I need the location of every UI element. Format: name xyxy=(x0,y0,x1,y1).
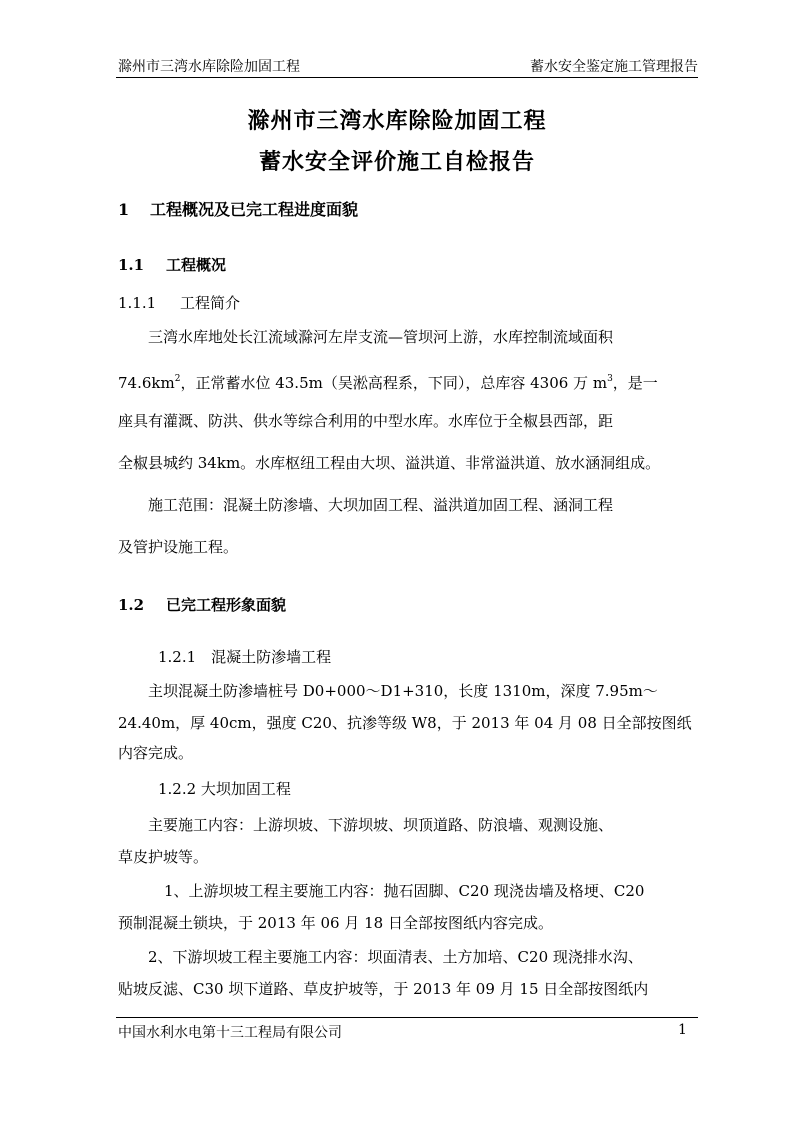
section-number: 1.1 xyxy=(118,256,145,274)
paragraph-line: 座具有灌溉、防洪、供水等综合利用的中型水库。水库位于全椒县西部，距 xyxy=(118,412,614,430)
page-number: 1 xyxy=(678,1022,687,1038)
section-heading-1 xyxy=(118,197,358,220)
superscript: 3 xyxy=(607,374,613,384)
section-title: 工程概况 xyxy=(166,256,227,274)
paragraph-line: 2、下游坝坡工程主要施工内容：坝面清表、土方加培、C20 现浇排水沟、 xyxy=(148,948,643,966)
section-heading-1-1-1 xyxy=(118,292,240,314)
paragraph-line: 内容完成。 xyxy=(118,744,194,762)
section-title: 工程简介 xyxy=(180,294,241,312)
section-number: 1.2 xyxy=(118,596,145,614)
paragraph-line: 全椒县城约 34km。水库枢纽工程由大坝、溢洪道、非常溢洪道、放水涵洞组成。 xyxy=(118,454,661,472)
section-heading-1-2-2: 1.2.2 大坝加固工程 xyxy=(158,780,291,798)
section-number: 1 xyxy=(118,200,130,219)
header-rule xyxy=(116,77,698,78)
document-title-line2: 蓄水安全评价施工自检报告 xyxy=(258,149,535,175)
paragraph-line: 预制混凝土锁块，于 2013 年 06 月 18 日全部按图纸内容完成。 xyxy=(118,914,553,932)
text-run: ，正常蓄水位 43.5m（吴淞高程系，下同），总库容 4306 万 m xyxy=(180,374,608,392)
paragraph-line: 主坝混凝土防渗墙桩号 D0+000～D1+310，长度 1310m，深度 7.95m～ xyxy=(148,682,658,700)
section-heading-1-2 xyxy=(118,594,286,615)
section-heading-1-2-1: 1.2.1 混凝土防渗墙工程 xyxy=(158,648,332,666)
footer-company: 中国水利水电第十三工程局有限公司 xyxy=(118,1025,342,1041)
paragraph-line: 三湾水库地处长江流域滁河左岸支流—管坝河上游，水库控制流域面积 xyxy=(148,328,614,346)
running-header-left: 滁州市三湾水库除险加固工程 xyxy=(118,59,300,75)
paragraph-line: 草皮护坡等。 xyxy=(118,848,209,866)
text-run: 74.6km xyxy=(118,374,175,392)
paragraph-line: 1、上游坝坡工程主要施工内容：抛石固脚、C20 现浇齿墙及格埂、C20 xyxy=(164,882,645,900)
section-number: 1.1.1 xyxy=(118,294,157,312)
paragraph-line: 贴坡反滤、C30 坝下道路、草皮护坡等，于 2013 年 09 月 15 日全部按图纸内 xyxy=(118,980,649,998)
section-heading-1-1 xyxy=(118,254,226,275)
superscript: 2 xyxy=(174,374,181,384)
footer-rule xyxy=(116,1017,698,1018)
paragraph-line: 24.40m，厚 40cm，强度 C20、抗渗等级 W8，于 2013 年 04 月 08 日全部按图纸 xyxy=(118,714,692,732)
paragraph-line: 及管护设施工程。 xyxy=(118,538,239,556)
section-title: 已完工程形象面貌 xyxy=(166,596,287,614)
document-title-line1: 滁州市三湾水库除险加固工程 xyxy=(247,108,547,134)
paragraph-line: 主要施工内容：上游坝坡、下游坝坡、坝顶道路、防浪墙、观测设施、 xyxy=(148,816,614,834)
running-header-right: 蓄水安全鉴定施工管理报告 xyxy=(530,59,698,75)
text-run: ，是一 xyxy=(612,374,658,392)
section-title: 工程概况及已完工程进度面貌 xyxy=(150,200,359,219)
paragraph-line xyxy=(118,368,658,394)
paragraph-line: 施工范围：混凝土防渗墙、大坝加固工程、溢洪道加固工程、涵洞工程 xyxy=(148,496,614,514)
